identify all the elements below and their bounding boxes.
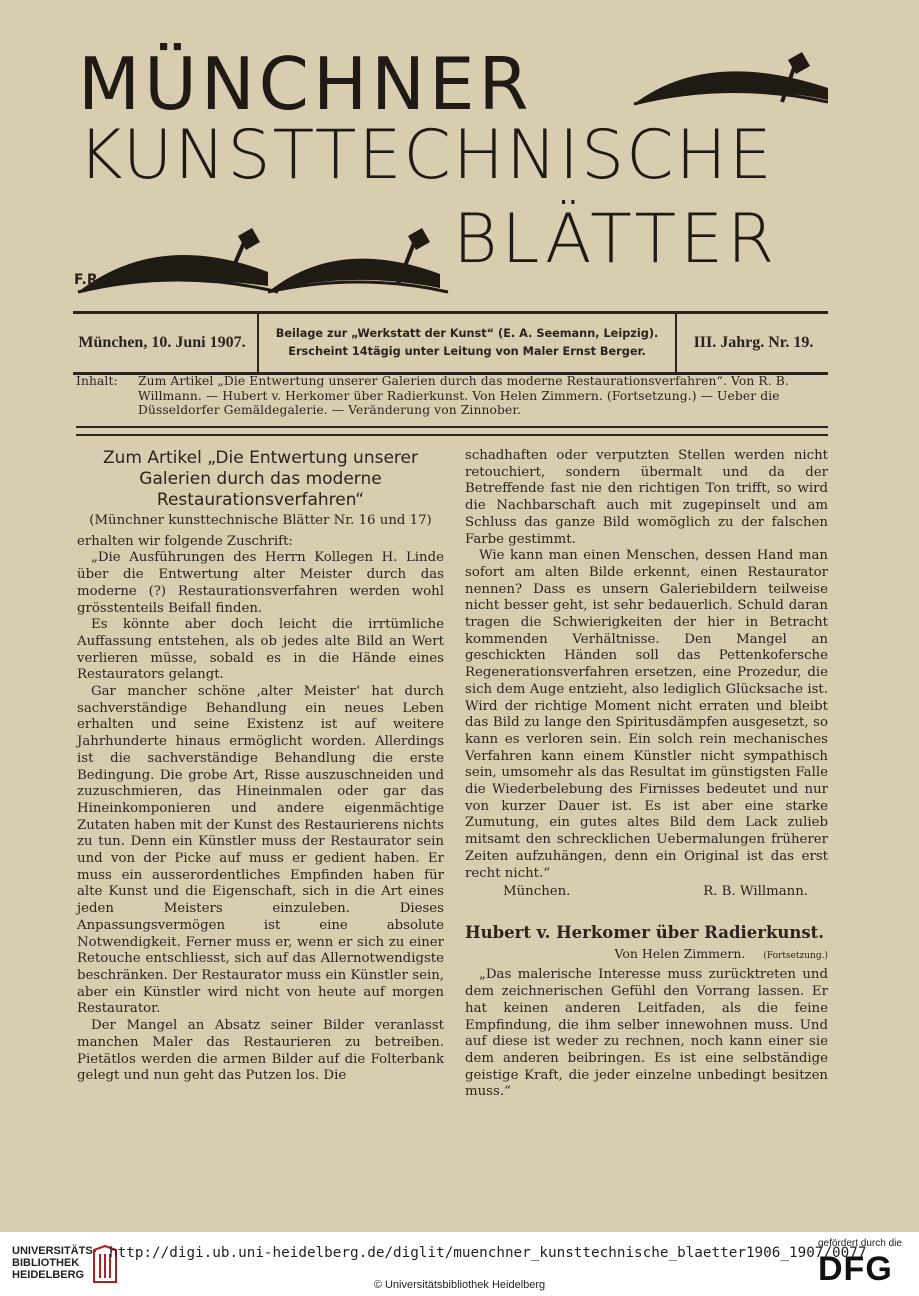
funding-note: gefördert durch die bbox=[818, 1238, 902, 1249]
issue-number: III. Jahrg. Nr. 19. bbox=[693, 334, 814, 351]
masthead-line-3: BLÄTTER bbox=[453, 200, 779, 279]
byline-author: Von Helen Zimmern. bbox=[614, 945, 746, 961]
article-1-paragraph: Gar mancher schöne ‚alter Meister‘ hat durch sachverständige Behandlung ein neues Leben erhalten und seine Existenz ist auf weitere Jahrhunderte hinaus ermöglicht worden. Allerdings ist die sachverständige Behandlung die erste Bedingung. Die grobe Art, Risse auszuschneiden und zuzuschmieren, das Hineinmalen oder gar das Hineinkomponieren und andere eigenmächtige Zutaten haben mit der Kunst des Restaurierens nichts zu tun. Denn ein Künstler muss der Restaurator sein und von der Picke auf muss er gedient haben. Er muss ein ausserordentliches Empfinden haben für alte Kunst und die Eigenschaft, sich in die Art eines jeden Meisters einzuleben. Dieses Anpassungsvermögen ist eine absolute Notwendigkeit. Ferner muss er, wenn er sich zu einer Retouche entschliesst, sich auf das Allernotwendigste beschränken. Der Restaurator muss ein Künstler sein, aber ein Künstler wird nicht von heute auf morgen Restaurator. bbox=[77, 684, 444, 1017]
publisher-line-2: Erscheint 14tägig unter Leitung von Maler Ernst Berger. bbox=[288, 345, 646, 358]
issue-date: München, 10. Juni 1907. bbox=[78, 334, 246, 351]
article-2-paragraph: „Das malerische Interesse muss zurücktreten und dem zeichnerischen Gefühl den Vorrang lassen. Er hat keinen anderen Leitfaden, als die feine Empfindung, die ihm selber innewohnen muss. Und auf diese ist weder zu rechnen, noch kann einer sie dem anderen beibringen. Es ist eine selbständige geistige Kraft, die jeder einzelne unbedingt besitzen muss.“ bbox=[465, 967, 828, 1100]
article-1-title: Zum Artikel „Die Entwertung unserer Galerien durch das moderne Restaurationsverfahren“ bbox=[103, 448, 418, 510]
article-1-signature bbox=[465, 884, 828, 901]
masthead bbox=[68, 40, 828, 305]
article-2-byline bbox=[465, 946, 828, 965]
column-right bbox=[465, 448, 828, 1101]
issue-info-bar bbox=[73, 311, 828, 375]
contents-text: Zum Artikel „Die Entwertung unserer Galerien durch das moderne Restaurationsverfahren“. Von R. B. Willmann. — Hubert v. Herkomer über Radierkunst. Von Helen Zimmern. (Fortsetzung.) — Ueber die Düsseldorfer Gemäldegalerie. — Veränderung von Zinnober. bbox=[138, 374, 789, 418]
column-left bbox=[77, 448, 444, 1085]
library-logo bbox=[12, 1245, 96, 1281]
copyright-notice: © Universitätsbibliothek Heidelberg bbox=[373, 1279, 546, 1291]
masthead-monogram: F.R. bbox=[74, 272, 104, 288]
article-1-intro: erhalten wir folgende Zuschrift: bbox=[77, 533, 293, 549]
masthead-line-2: KUNSTTECHNISCHE bbox=[78, 116, 774, 195]
article-1-subtitle: (Münchner kunsttechnische Blätter Nr. 16 und 17) bbox=[89, 513, 432, 528]
signature-author: R. B. Willmann. bbox=[703, 884, 808, 900]
contents-label: Inhalt: bbox=[76, 374, 118, 388]
signature-place: München. bbox=[503, 884, 571, 900]
permalink-url[interactable]: http://digi.ub.uni-heidelberg.de/diglit/muenchner_kunsttechnische_blaetter1906_1907/0077 bbox=[109, 1245, 867, 1261]
article-1-paragraph: Der Mangel an Absatz seiner Bilder veranlasst manchen Maler das Restaurieren zu betreiben. Pietätlos werden die armen Bilder auf die Folterbank gelegt und nun geht das Putzen los. Die bbox=[77, 1018, 444, 1084]
double-rule-divider bbox=[76, 426, 828, 436]
article-1-paragraph: Wie kann man einen Menschen, dessen Hand man sofort am alten Bilde erkennt, einen Restaurator nennen? Dass es unsern Galeriebildern teilweise nicht besser geht, ist sehr bedauerlich. Schuld daran tragen die Schwierigkeiten der hier in Betracht kommenden Verhältnisse. Den Mangel an geschickten Händen soll das Pettenkofersche Regenerationsverfahren ersetzen, eine Prozedur, die sich dem Auge entzieht, also lediglich Glücksache ist. Wird der richtige Moment nicht erraten und bleibt das Bild zu lange den Spiritusdämpfen ausgesetzt, so kann es verloren sein. Ein solch rein mechanisches Verfahren kann einem Künstler nicht sympathisch sein, umsomehr als das Resultat im günstigsten Falle die Wiederbelebung des Firnisses bedeutet und nur von kurzer Dauer ist. Es ist aber eine starke Zumutung, ein gutes altes Bild dem Lack zulieb mitsamt den schrecklichen Uebermalungen früherer Zeiten aufzuhängen, denn ein Original ist das erst recht nicht.“ bbox=[465, 548, 828, 881]
library-name-line-2: BIBLIOTHEK bbox=[12, 1257, 80, 1269]
publisher-line-1: Beilage zur „Werkstatt der Kunst“ (E. A. Seemann, Leipzig). bbox=[275, 327, 659, 340]
article-1-paragraph: „Die Ausführungen des Herrn Kollegen H. Linde über die Entwertung alter Meister durch das moderne (?) Restaurationsverfahren werden wohl grösstenteils Beifall finden. bbox=[77, 550, 444, 616]
article-1-paragraph: schadhaften oder verputzten Stellen werden nicht retouchiert, sondern übermalt und da der Betreffende fast nie den richtigen Ton trifft, so wird die Nachbarschaft auch mit zugepinselt und am Schluss das ganze Bild womöglich zu der falschen Farbe gestimmt. bbox=[465, 448, 828, 547]
masthead-line-1: MÜNCHNER bbox=[78, 42, 533, 126]
dfg-logo: DFG bbox=[818, 1250, 893, 1288]
article-1-paragraph: Es könnte aber doch leicht die irrtümliche Auffassung entstehen, als ob jedes alte Bild an Wert verlieren müsse, sobald es in die Hände eines Restaurators gelangt. bbox=[77, 617, 444, 683]
byline-note: (Fortsetzung.) bbox=[763, 950, 828, 961]
article-2-title: Hubert v. Herkomer über Radierkunst. bbox=[465, 922, 825, 942]
library-name-line-1: UNIVERSITÄTS- bbox=[12, 1245, 97, 1257]
library-name-line-3: HEIDELBERG bbox=[12, 1269, 85, 1281]
issue-publisher-info bbox=[257, 314, 677, 372]
